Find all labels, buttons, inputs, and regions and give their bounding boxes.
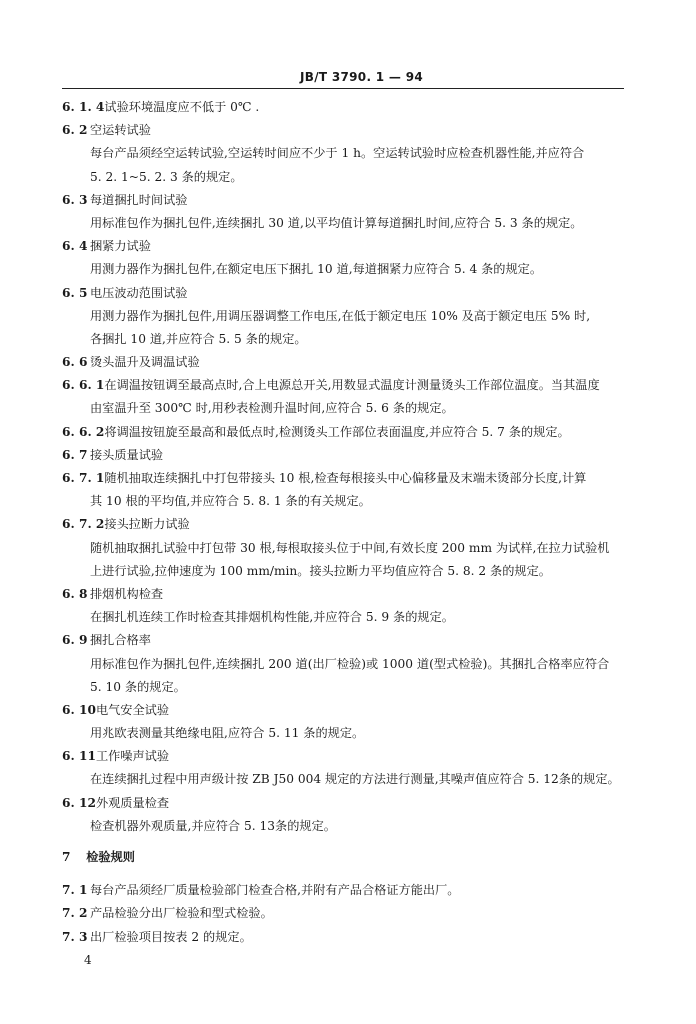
clause-number: 6. 10 (62, 702, 96, 717)
text-line (62, 444, 628, 467)
clause-text: 接头质量试验 (90, 447, 164, 462)
text-line (62, 792, 628, 815)
clause-text: 在捆扎机连续工作时检查其排烟机构性能,并应符合 5. 9 条的规定。 (90, 610, 454, 625)
clause-text: 检查机器外观质量,并应符合 5. 13条的规定。 (90, 818, 336, 833)
text-line (62, 142, 628, 165)
text-line (62, 676, 628, 699)
clause-number: 6. 6. 1 (62, 378, 105, 393)
clause-text: 用标准包作为捆扎包件,连续捆扎 30 道,以平均值计算每道捆扎时间,应符合 5. 3 条的规定。 (90, 215, 583, 230)
document-code-header: JB/T 3790. 1 — 94 (300, 70, 423, 84)
text-line (62, 490, 628, 513)
clause-number: 7. 2 (62, 906, 88, 921)
clause-text: 其 10 根的平均值,并应符合 5. 8. 1 条的有关规定。 (90, 494, 371, 509)
clause-text: 用标准包作为捆扎包件,连续捆扎 200 道(出厂检验)或 1000 道(型式检验)。其捆扎合格率应符合 (90, 656, 610, 671)
clause-text: 工作噪声试验 (95, 749, 170, 764)
text-line (62, 467, 628, 490)
clause-number: 6. 1. 4 (62, 100, 105, 114)
clause-number: 6. 7. 2 (62, 517, 105, 532)
text-line (62, 235, 628, 258)
text-line (62, 722, 628, 745)
chapter-title: 检验规则 (86, 850, 135, 864)
text-line (62, 653, 628, 676)
clause-text: 捆紧力试验 (90, 239, 151, 254)
clause-text: 随机抽取捆扎试验中打包带 30 根,每根取接头位于中间,有效长度 200 mm 为试样,在拉力试验机 (90, 540, 610, 555)
section-6-lines (62, 96, 628, 838)
clause-number: 6. 9 (62, 633, 88, 648)
text-line (62, 351, 628, 374)
clause-number: 6. 12 (62, 795, 96, 810)
text-line (62, 305, 628, 328)
clause-text: 在调温按钮调至最高点时,合上电源总开关,用数显式温度计测量烫头工作部位温度。当其温度 (104, 378, 600, 393)
clause-text: 将调温按钮旋至最高和最低点时,检测烫头工作部位表面温度,并应符合 5. 7 条的规定。 (104, 424, 570, 439)
clause-number: 6. 4 (62, 239, 88, 254)
clause-text: 接头拉断力试验 (104, 517, 190, 532)
clause-text: 用测力器作为捆扎包件,在额定电压下捆扎 10 道,每道捆紧力应符合 5. 4 条的规定。 (90, 262, 543, 277)
text-line (62, 629, 628, 652)
clause-number: 6. 11 (62, 749, 96, 764)
header-rule (62, 88, 624, 89)
text-line (62, 879, 628, 902)
text-line (62, 815, 628, 838)
clause-number: 6. 6 (62, 355, 88, 370)
clause-number: 7. 3 (62, 929, 88, 944)
text-line (62, 537, 628, 560)
text-line (62, 119, 628, 142)
text-line (62, 397, 628, 420)
clause-text: 5. 2. 1~5. 2. 3 条的规定。 (90, 169, 243, 184)
text-line (62, 583, 628, 606)
text-line (62, 902, 628, 925)
text-line (62, 166, 628, 189)
clause-text: 电压波动范围试验 (90, 285, 188, 300)
clause-text: 出厂检验项目按表 2 的规定。 (90, 929, 252, 944)
clause-text: 用兆欧表测量其绝缘电阻,应符合 5. 11 条的规定。 (90, 726, 365, 741)
chapter-number: 7 (62, 850, 71, 864)
clause-number: 6. 3 (62, 192, 88, 207)
text-line (62, 212, 628, 235)
text-line (62, 258, 628, 281)
text-line (62, 560, 628, 583)
text-line (62, 699, 628, 722)
clause-text: 试验环境温度应不低于 0℃ . (104, 100, 260, 114)
clause-number: 6. 7 (62, 447, 88, 462)
clause-text: 上进行试验,拉伸速度为 100 mm/min。接头拉断力平均值应符合 5. 8. 2 条的规定。 (90, 563, 551, 578)
text-line (62, 374, 628, 397)
clause-number: 7. 1 (62, 883, 88, 898)
clause-number: 6. 5 (62, 285, 88, 300)
clause-text: 烫头温升及调温试验 (90, 355, 200, 370)
clause-text: 电气安全试验 (95, 702, 170, 717)
chapter-7-heading (62, 846, 628, 869)
clause-number: 6. 6. 2 (62, 424, 105, 439)
clause-text: 产品检验分出厂检验和型式检验。 (90, 906, 273, 921)
clause-text: 空运转试验 (90, 123, 151, 138)
clause-text: 各捆扎 10 道,并应符合 5. 5 条的规定。 (90, 331, 307, 346)
clause-text: 每道捆扎时间试验 (90, 192, 188, 207)
text-line (62, 96, 628, 119)
clause-text: 外观质量检查 (95, 795, 170, 810)
text-line (62, 768, 628, 791)
text-line (62, 606, 628, 629)
section-7-lines (62, 879, 628, 949)
clause-text: 在连续捆扎过程中用声级计按 ZB J50 004 规定的方法进行测量,其噪声值应符合 5. 12条的规定。 (90, 772, 620, 787)
clause-text: 用测力器作为捆扎包件,用调压器调整工作电压,在低于额定电压 10% 及高于额定电压 5% 时, (90, 308, 591, 323)
clause-text: 随机抽取连续捆扎中打包带接头 10 根,检查每根接头中心偏移量及末端未烫部分长度,计算 (104, 471, 587, 485)
clause-number: 6. 2 (62, 123, 88, 138)
text-line (62, 745, 628, 768)
clause-text: 排烟机构检查 (90, 586, 164, 601)
text-line (62, 513, 628, 536)
clause-text: 捆扎合格率 (90, 633, 151, 648)
text-line (62, 328, 628, 351)
text-line (62, 189, 628, 212)
page-number: 4 (84, 953, 92, 967)
clause-text: 每台产品须经厂质量检验部门检查合格,并附有产品合格证方能出厂。 (90, 883, 460, 898)
clause-text: 每台产品须经空运转试验,空运转时间应不少于 1 h。空运转试验时应检查机器性能,并应符合 (90, 146, 585, 161)
text-line (62, 421, 628, 444)
clause-number: 6. 7. 1 (62, 471, 105, 485)
document-body (62, 96, 628, 949)
text-line (62, 282, 628, 305)
clause-number: 6. 8 (62, 586, 88, 601)
clause-text: 由室温升至 300℃ 时,用秒表检测升温时间,应符合 5. 6 条的规定。 (90, 401, 454, 416)
text-line (62, 926, 628, 949)
clause-text: 5. 10 条的规定。 (90, 679, 186, 694)
